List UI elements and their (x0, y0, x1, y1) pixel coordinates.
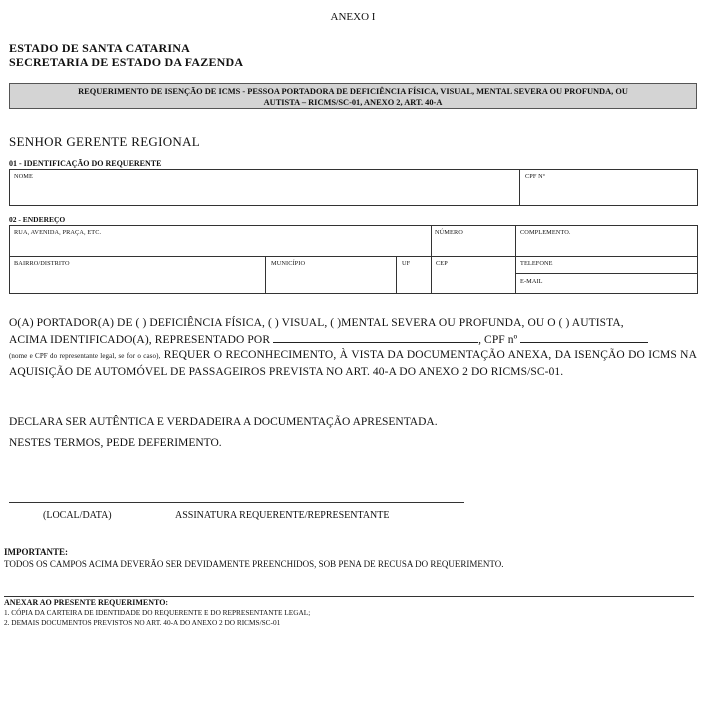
city-cell[interactable] (265, 256, 396, 293)
attachments-title: ANEXAR AO PRESENTE REQUERIMENTO: (4, 598, 169, 607)
number-cell[interactable] (431, 226, 515, 256)
annex-title: ANEXO I (330, 11, 376, 23)
signature-line (9, 502, 464, 503)
number-label: NÚMERO (435, 229, 463, 236)
declaration: DECLARA SER AUTÊNTICA E VERDADEIRA A DOCUMENTAÇÃO APRESENTADA. (9, 416, 438, 428)
zip-cell[interactable] (431, 256, 515, 293)
representative-name-blank[interactable] (273, 332, 478, 343)
signer-label: ASSINATURA REQUERENTE/REPRESENTANTE (175, 510, 390, 521)
email-label: E-MAIL (520, 278, 543, 285)
addressee: SENHOR GERENTE REGIONAL (9, 134, 201, 149)
complement-cell[interactable] (515, 226, 698, 256)
place-date-label: (LOCAL/DATA) (43, 510, 112, 521)
cpf-text: , CPF nº (478, 333, 518, 346)
contact-divider (516, 273, 698, 274)
state-label: UF (402, 260, 411, 267)
request-line-3 (9, 348, 697, 380)
contact-cell (515, 256, 698, 293)
identification-box (9, 169, 698, 206)
banner-line-1: REQUERIMENTO DE ISENÇÃO DE ICMS - PESSOA PORTADORA DE DEFICIÊNCIA FÍSICA, VISUAL, MENTAL SEVERA OU PROFUNDA, OU (78, 87, 628, 96)
important-text: TODOS OS CAMPOS ACIMA DEVERÃO SER DEVIDAMENTE PREENCHIDOS, SOB PENA DE RECUSA DO REQUERIMENTO. (4, 559, 504, 569)
banner-line-2: AUTISTA – RICMS/SC-01, ANEXO 2, ART. 40-A (263, 98, 443, 107)
section-identification-title: 01 - IDENTIFICAÇÃO DO REQUERENTE (9, 159, 162, 168)
state-name: ESTADO DE SANTA CATARINA (9, 41, 190, 55)
represented-by-text: ACIMA IDENTIFICADO(A), REPRESENTADO POR (9, 333, 271, 346)
attachment-item: 2. DEMAIS DOCUMENTOS PREVISTOS NO ART. 40-A DO ANEXO 2 DO RICMS/SC-01 (4, 618, 281, 627)
state-cell[interactable] (396, 256, 431, 293)
cpf-cell[interactable] (519, 170, 698, 205)
district-label: BAIRRO/DISTRITO (14, 260, 70, 267)
cpf-label: CPF Nº (525, 173, 545, 180)
request-paragraph (9, 316, 697, 380)
closing: NESTES TERMOS, PEDE DEFERIMENTO. (9, 437, 222, 449)
phone-label: TELEFONE (520, 260, 553, 267)
request-line-2 (9, 332, 697, 349)
attachments-divider (4, 596, 694, 597)
request-body: REQUER O RECONHECIMENTO, À VISTA DA DOCUMENTAÇÃO ANEXA, DA ISENÇÃO DO ICMS NA AQUISIÇÃO DE AUTOMÓVEL DE PASSAGEIROS PREVISTA NO ART. 40-A DO ANEXO 2 DO RICMS/SC-01. (9, 349, 697, 378)
address-box (9, 225, 698, 294)
attachment-item: 1. CÓPIA DA CARTEIRA DE IDENTIDADE DO REQUERENTE E DO REPRESENTANTE LEGAL; (4, 608, 311, 617)
form-title-banner (9, 83, 697, 109)
city-label: MUNICÍPIO (271, 260, 306, 267)
request-line-1: O(A) PORTADOR(A) DE ( ) DEFICIÊNCIA FÍSICA, ( ) VISUAL, ( )MENTAL SEVERA OU PROFUNDA, OU O ( ) AUTISTA, (9, 317, 624, 329)
representative-cpf-blank[interactable] (520, 332, 648, 343)
important-title: IMPORTANTE: (4, 547, 69, 557)
zip-label: CEP (436, 260, 448, 267)
representative-note: (nome e CPF do representante legal, se for o caso), (9, 352, 161, 360)
street-label: RUA, AVENIDA, PRAÇA, ETC. (14, 229, 102, 236)
complement-label: COMPLEMENTO. (520, 229, 571, 236)
name-label: NOME (14, 173, 33, 180)
secretariat-name: SECRETARIA DE ESTADO DA FAZENDA (9, 55, 244, 69)
section-address-title: 02 - ENDEREÇO (9, 215, 66, 224)
